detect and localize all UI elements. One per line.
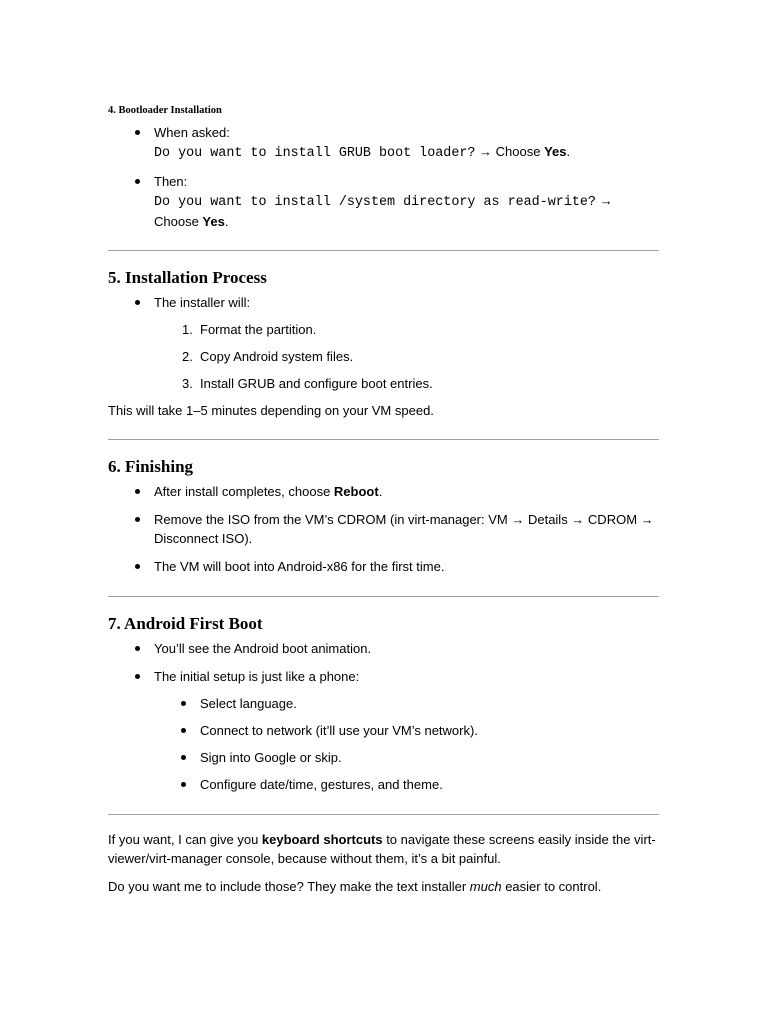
- step-text: Copy Android system files.: [200, 349, 354, 364]
- divider: [108, 596, 659, 597]
- list-item: [108, 320, 659, 339]
- list-item: [108, 374, 659, 393]
- list-item: Configure date/time, gestures, and theme.: [108, 775, 659, 794]
- section-4-heading: 4. Bootloader Installation: [108, 105, 222, 116]
- list-item: The VM will boot into Android-x86 for the first time.: [108, 557, 659, 576]
- keyboard-shortcuts-text: keyboard shortcuts: [261, 832, 383, 847]
- step-text: Format the partition.: [200, 322, 317, 337]
- choose-text: Choose: [154, 214, 203, 229]
- list-item: [108, 172, 659, 231]
- closing-paragraph-1: [108, 830, 659, 868]
- item-text-line: Disconnect ISO).: [154, 531, 253, 546]
- list-item: [108, 482, 659, 501]
- step-number: 2.: [182, 349, 193, 364]
- answer-text: Yes: [544, 144, 567, 159]
- code-text: Do you want to install GRUB boot loader?: [154, 146, 476, 161]
- section-4-list: [108, 123, 659, 231]
- punct-text: .: [378, 484, 383, 499]
- section-7-heading: 7. Android First Boot: [108, 614, 263, 633]
- reboot-label: Reboot: [333, 484, 379, 499]
- list-item: The installer will:: [108, 293, 659, 312]
- choose-text: Choose: [495, 144, 545, 159]
- item-lead: When asked:: [154, 125, 230, 140]
- answer-text: Yes: [202, 214, 225, 229]
- para-text: viewer/virt-manager console, because without them, it’s a bit painful.: [108, 851, 501, 866]
- item-text: After install completes, choose: [154, 484, 334, 499]
- section-6-list: [108, 482, 659, 576]
- step-number: 1.: [182, 322, 193, 337]
- code-text: Do you want to install /system directory as read-write?: [154, 195, 596, 210]
- list-item: Select language.: [108, 694, 659, 713]
- step-text: Install GRUB and configure boot entries.: [200, 376, 433, 391]
- section-7-list: [108, 639, 659, 686]
- list-item: Sign into Google or skip.: [108, 748, 659, 767]
- list-item: Connect to network (it’ll use your VM’s network).: [108, 721, 659, 740]
- list-item: [108, 123, 659, 163]
- punct-text: .: [566, 144, 571, 159]
- arrow-text: →: [595, 193, 613, 208]
- section-6-heading: 6. Finishing: [108, 457, 194, 476]
- punct-text: .: [224, 214, 229, 229]
- para-text: If you want, I can give you: [108, 832, 262, 847]
- step-number: 3.: [182, 376, 193, 391]
- list-item: You’ll see the Android boot animation.: [108, 639, 659, 658]
- divider: [108, 814, 659, 815]
- section-5-heading: 5. Installation Process: [108, 268, 267, 287]
- para-text: to navigate these screens easily inside the virt-: [382, 832, 656, 847]
- item-text-line: Remove the ISO from the VM’s CDROM (in virt-manager: VM → Details → CDROM →: [154, 512, 654, 527]
- setup-steps-list: [108, 694, 659, 794]
- arrow-text: →: [475, 144, 496, 159]
- divider: [108, 250, 659, 251]
- item-question: [154, 142, 659, 163]
- duration-note: This will take 1–5 minutes depending on your VM speed.: [108, 403, 434, 418]
- list-item: [108, 347, 659, 366]
- para-text: easier to control.: [501, 879, 602, 894]
- item-answer: [154, 212, 659, 231]
- list-item: The initial setup is just like a phone:: [108, 667, 659, 686]
- closing-paragraph-2: [108, 877, 659, 896]
- divider: [108, 439, 659, 440]
- install-steps-list: [108, 320, 659, 393]
- section-5-list: [108, 293, 659, 312]
- list-item: [108, 510, 659, 548]
- para-text: Do you want me to include those? They make the text installer: [108, 879, 470, 894]
- emphasis-text: much: [469, 879, 502, 894]
- item-question: [154, 191, 659, 212]
- document-body: [108, 104, 659, 896]
- item-lead: Then:: [154, 174, 188, 189]
